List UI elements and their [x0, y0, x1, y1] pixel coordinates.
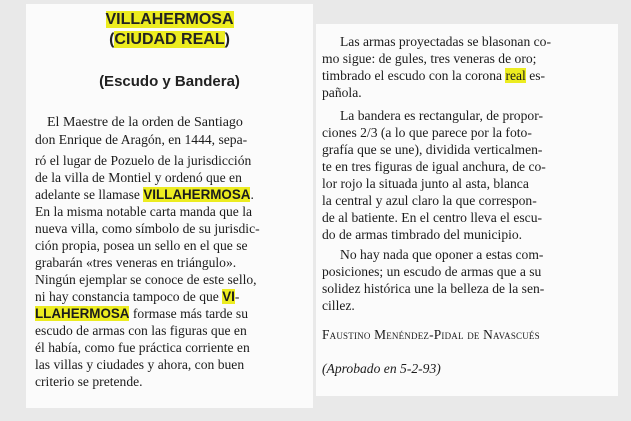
- left-line: ni hay constancia tampoco de que VI-: [35, 289, 240, 304]
- right-line: posiciones; un escudo de armas que a su: [322, 264, 542, 279]
- town-name-highlight: VI: [222, 289, 235, 304]
- left-line: él había, como fue práctica corriente en: [35, 340, 250, 355]
- approval-date: (Aprobado en 5-2-93): [322, 361, 441, 376]
- real-word-highlight: real: [505, 68, 526, 83]
- title-paren-close: ): [224, 31, 230, 48]
- right-line: timbrado el escudo con la corona real es-: [322, 68, 546, 83]
- right-line: ciones 2/3 (a lo que parece por la foto-: [322, 125, 532, 140]
- right-line: Las armas proyectadas se blasonan co-: [340, 34, 551, 49]
- left-line: Ningún ejemplar se conoce de este sello,: [35, 272, 257, 287]
- title-province-highlight: CIUDAD REAL: [114, 31, 225, 48]
- right-column: [316, 24, 618, 396]
- town-name-highlight: LLAHERMOSA: [35, 306, 130, 321]
- subtitle: (Escudo y Bandera): [99, 73, 240, 90]
- left-line: don Enrique de Aragón, en 1444, sepa-: [35, 132, 248, 147]
- title-province: [26, 31, 313, 49]
- right-line: grafía que se une), dividida verticalmen-: [322, 142, 543, 157]
- right-line: mo sigue: de gules, tres veneras de oro;: [322, 51, 537, 66]
- right-line: la central y azul claro la que correspon-: [322, 193, 537, 208]
- left-line: grabarán «tres veneras en triángulo».: [35, 255, 237, 270]
- left-line: las villas y ciudades y ahora, con buen: [35, 357, 245, 372]
- left-line: nueva villa, como símbolo de su jurisdic-: [35, 221, 260, 236]
- left-line: criterio se pretende.: [35, 374, 143, 389]
- right-line: cillez.: [322, 298, 355, 313]
- left-line: de la villa de Montiel y ordenó que en: [35, 170, 242, 185]
- title-town: [26, 11, 313, 29]
- right-line: pañola.: [322, 85, 362, 100]
- left-line: En la misma notable carta manda que la: [35, 204, 253, 219]
- right-line: La bandera es rectangular, de propor-: [340, 108, 543, 123]
- right-line: No hay nada que oponer a estas com-: [340, 247, 544, 262]
- left-line: adelante se llamase VILLAHERMOSA.: [35, 187, 254, 202]
- title-town-highlight: VILLAHERMOSA: [105, 11, 234, 28]
- left-line: LLAHERMOSA formase más tarde su: [35, 306, 249, 321]
- left-line: escudo de armas con las figuras que en: [35, 323, 247, 338]
- left-line: ción propia, posea un sello en el que se: [35, 238, 248, 253]
- author-signature: Faustino Menéndez-Pidal de Navascués: [322, 327, 540, 342]
- right-line: de al batiente. En el centro lleva el escu-: [322, 210, 543, 225]
- left-column: [26, 4, 313, 408]
- town-name-highlight: VILLAHERMOSA: [143, 187, 251, 202]
- left-line: ró el lugar de Pozuelo de la jurisdicción: [35, 153, 252, 168]
- title-paren-open: (: [109, 31, 115, 48]
- right-line: te en tres figuras de igual anchura, de co-: [322, 159, 546, 174]
- right-line: lor rojo la situada junto al asta, blanca: [322, 176, 529, 191]
- right-line: do de armas timbrado del municipio.: [322, 227, 523, 242]
- left-line: El Maestre de la orden de Santiago: [47, 115, 243, 130]
- right-line: solidez histórica une la belleza de la sen-: [322, 281, 545, 296]
